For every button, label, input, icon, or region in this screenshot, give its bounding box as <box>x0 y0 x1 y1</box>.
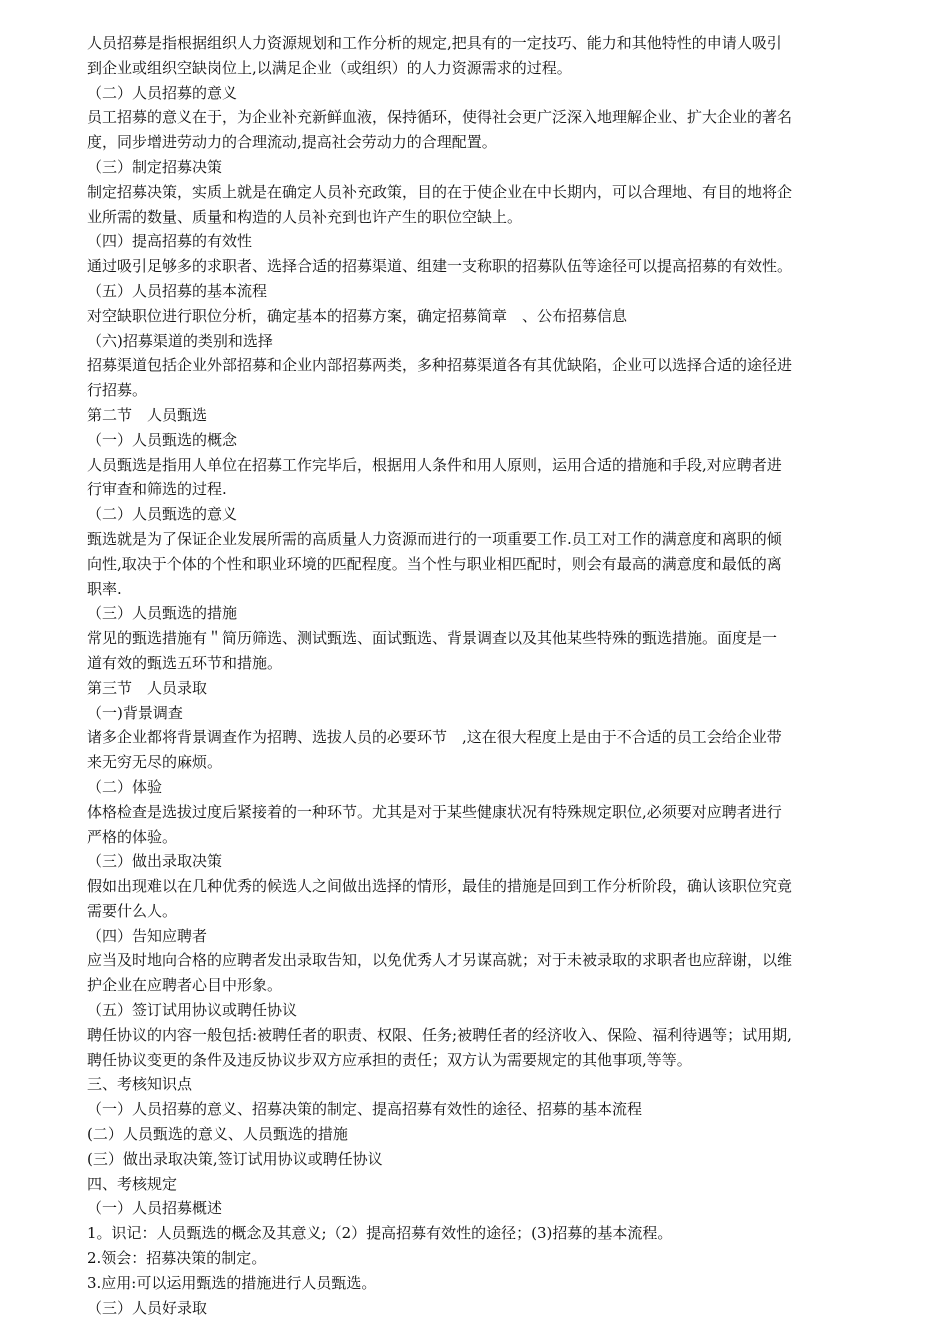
text-line: （一）人员甄选的概念 <box>87 430 238 449</box>
text-line: (二）人员甄选的意义、人员甄选的措施 <box>87 1125 348 1144</box>
text-line: 人员招募是指根据组织人力资源规划和工作分析的规定,把具有的一定技巧、能力和其他特性的申请人吸引 <box>87 34 782 52</box>
text-line: (三）做出录取决策,签订试用协议或聘任协议 <box>87 1149 383 1168</box>
text-line: 通过吸引足够多的求职者、选择合适的招募渠道、组建一支称职的招募队伍等途径可以提高招募的有效性。 <box>87 257 793 276</box>
text-line: 向性,取决于个体的个性和职业环境的匹配程度。当个性与职业相匹配时，则会有最高的满意度和最低的离 <box>87 554 782 573</box>
text-line: 需要什么人。 <box>87 901 178 920</box>
text-line: 行审查和筛选的过程. <box>87 480 227 499</box>
text-line: （三）做出录取决策 <box>87 852 223 871</box>
text-line: （五）人员招募的基本流程 <box>87 281 268 300</box>
text-line: 应当及时地向合格的应聘者发出录取告知，以免优秀人才另谋高就；对于未被录取的求职者也应辞谢，以维 <box>87 951 793 970</box>
text-line: 1。识记：人员甄选的概念及其意义;（2）提高招募有效性的途径；(3)招募的基本流程。 <box>87 1224 673 1243</box>
text-line: 制定招募决策，实质上就是在确定人员补充政策，目的在于使企业在中长期内，可以合理地、有目的地将企 <box>87 182 793 201</box>
text-line: 招募渠道包括企业外部招募和企业内部招募两类，多种招募渠道各有其优缺陷，企业可以选择合适的途径进 <box>87 356 793 375</box>
text-line: 到企业或组织空缺岗位上,以满足企业（或组织）的人力资源需求的过程。 <box>87 58 572 77</box>
text-line: 诸多企业都将背景调查作为招聘、选拔人员的必要环节 ,这在很大程度上是由于不合适的员工会给企业带 <box>87 728 782 747</box>
text-line: 第二节 人员甄选 <box>87 405 208 424</box>
text-line: 人员甄选是指用人单位在招募工作完毕后，根据用人条件和用人原则，运用合适的措施和手段,对应聘者进 <box>87 455 782 474</box>
text-line: （三）人员甄选的措施 <box>87 604 238 623</box>
text-line: （六)招募渠道的类别和选择 <box>87 331 273 350</box>
text-line: 三、考核知识点 <box>87 1075 193 1094</box>
text-line: 3.应用:可以运用甄选的措施进行人员甄选。 <box>87 1273 377 1292</box>
document-body <box>87 31 888 1320</box>
text-line: （四）提高招募的有效性 <box>87 232 253 251</box>
text-line: 聘任协议变更的条件及违反协议步双方应承担的责任；双方认为需要规定的其他事项,等等。 <box>87 1050 692 1069</box>
text-line: 假如出现难以在几种优秀的候选人之间做出选择的情形，最佳的措施是回到工作分析阶段，确认该职位究竟 <box>87 877 793 896</box>
text-line: 道有效的甄选五环节和措施。 <box>87 653 283 672</box>
text-line: （一）人员招募概述 <box>87 1199 223 1218</box>
text-line: 职率. <box>87 579 122 598</box>
text-line: 业所需的数量、质量和构造的人员补充到也许产生的职位空缺上。 <box>87 207 523 226</box>
text-line: （四）告知应聘者 <box>87 926 208 945</box>
text-line: 严格的体验。 <box>87 827 178 846</box>
text-line: （一)背景调查 <box>87 703 183 722</box>
text-line: 聘任协议的内容一般包括:被聘任者的职责、权限、任务;被聘任者的经济收入、保险、福利待遇等；试用期, <box>87 1025 792 1044</box>
text-line: 体格检查是选拔过度后紧接着的一种环节。尤其是对于某些健康状况有特殊规定职位,必须要对应聘者进行 <box>87 802 782 821</box>
text-line: 来无穷无尽的麻烦。 <box>87 753 223 772</box>
text-line: 护企业在应聘者心目中形象。 <box>87 976 283 995</box>
text-line: 员工招募的意义在于，为企业补充新鲜血液，保持循环，使得社会更广泛深入地理解企业、扩大企业的著名 <box>87 108 793 127</box>
text-line: 2.领会：招募决策的制定。 <box>87 1249 267 1268</box>
text-line: （二）体验 <box>87 777 163 796</box>
text-line: 第三节 人员录取 <box>87 678 208 697</box>
text-line: （二）人员招募的意义 <box>87 83 238 102</box>
text-line: 行招募。 <box>87 381 148 400</box>
text-line: 对空缺职位进行职位分析，确定基本的招募方案，确定招募简章 、公布招募信息 <box>87 306 628 325</box>
text-line: 度，同步增进劳动力的合理流动,提高社会劳动力的合理配置。 <box>87 133 497 152</box>
text-line: （一）人员招募的意义、招募决策的制定、提高招募有效性的途径、招募的基本流程 <box>87 1100 643 1119</box>
text-line: 常见的甄选措施有＂简历筛选、测试甄选、面试甄选、背景调查以及其他某些特殊的甄选措施。面度是一 <box>87 629 778 648</box>
text-line: 甄选就是为了保证企业发展所需的高质量人力资源而进行的一项重要工作.员工对工作的满意度和离职的倾 <box>87 529 782 548</box>
text-line: （三）制定招募决策 <box>87 157 223 176</box>
text-line: （五）签订试用协议或聘任协议 <box>87 1001 298 1020</box>
text-line: （三）人员好录取 <box>87 1298 208 1317</box>
text-line: 四、考核规定 <box>87 1174 178 1193</box>
text-line: （二）人员甄选的意义 <box>87 505 238 524</box>
